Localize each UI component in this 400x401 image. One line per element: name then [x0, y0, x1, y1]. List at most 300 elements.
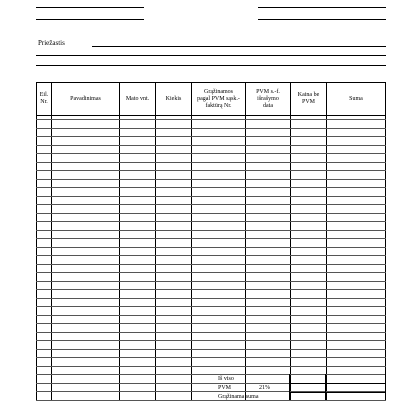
table-cell[interactable]	[327, 171, 386, 180]
table-cell[interactable]	[52, 179, 120, 188]
reason-line-1[interactable]	[92, 46, 386, 47]
table-cell[interactable]	[120, 222, 156, 231]
table-cell[interactable]	[192, 162, 246, 171]
table-cell[interactable]	[37, 213, 52, 222]
table-cell[interactable]	[156, 128, 192, 137]
table-cell[interactable]	[120, 349, 156, 358]
table-cell[interactable]	[192, 332, 246, 341]
reason-line-2[interactable]	[36, 55, 386, 56]
table-cell[interactable]	[37, 290, 52, 299]
table-cell[interactable]	[246, 247, 291, 256]
table-cell[interactable]	[52, 315, 120, 324]
table-cell[interactable]	[291, 188, 327, 197]
table-cell[interactable]	[37, 196, 52, 205]
table-cell[interactable]	[156, 273, 192, 282]
table-cell[interactable]	[37, 315, 52, 324]
reason-label: Priežastis	[38, 39, 65, 47]
table-cell[interactable]	[192, 264, 246, 273]
table-cell[interactable]	[120, 358, 156, 367]
table-cell[interactable]	[37, 188, 52, 197]
table-cell[interactable]	[327, 315, 386, 324]
table-cell[interactable]	[52, 366, 120, 375]
table-cell[interactable]	[246, 290, 291, 299]
table-row	[37, 196, 386, 205]
table-row	[37, 264, 386, 273]
table-row	[37, 128, 386, 137]
table-cell[interactable]	[246, 315, 291, 324]
table-cell[interactable]	[52, 128, 120, 137]
table-cell[interactable]	[192, 154, 246, 163]
table-cell[interactable]	[156, 358, 192, 367]
table-cell[interactable]	[192, 230, 246, 239]
table-cell[interactable]	[246, 256, 291, 265]
table-cell[interactable]	[291, 341, 327, 350]
table-cell[interactable]	[291, 281, 327, 290]
reason-line-3[interactable]	[36, 65, 386, 66]
table-cell[interactable]	[37, 298, 52, 307]
table-cell[interactable]	[120, 375, 156, 384]
table-cell[interactable]	[52, 230, 120, 239]
table-cell[interactable]	[156, 154, 192, 163]
table-cell[interactable]	[156, 137, 192, 146]
table-cell[interactable]	[37, 273, 52, 282]
table-cell[interactable]	[192, 239, 246, 248]
table-cell[interactable]	[120, 239, 156, 248]
table-cell[interactable]	[192, 145, 246, 154]
table-cell[interactable]	[37, 366, 52, 375]
table-cell[interactable]	[156, 290, 192, 299]
table-cell[interactable]	[156, 324, 192, 333]
table-cell[interactable]	[52, 298, 120, 307]
table-cell[interactable]	[52, 264, 120, 273]
table-cell[interactable]	[291, 273, 327, 282]
table-cell[interactable]	[291, 213, 327, 222]
table-row	[37, 205, 386, 214]
table-cell[interactable]	[120, 273, 156, 282]
table-cell[interactable]	[120, 247, 156, 256]
table-cell[interactable]	[192, 281, 246, 290]
table-cell[interactable]	[246, 273, 291, 282]
table-cell[interactable]	[192, 205, 246, 214]
table-cell[interactable]	[52, 247, 120, 256]
table-cell[interactable]	[246, 162, 291, 171]
table-cell[interactable]	[192, 213, 246, 222]
table-cell[interactable]	[246, 205, 291, 214]
table-cell[interactable]	[37, 383, 52, 392]
table-cell[interactable]	[156, 349, 192, 358]
table-cell[interactable]	[156, 332, 192, 341]
table-cell[interactable]	[52, 307, 120, 316]
table-cell[interactable]	[327, 239, 386, 248]
table-cell[interactable]	[52, 120, 120, 129]
table-row	[37, 222, 386, 231]
table-cell[interactable]	[246, 341, 291, 350]
table-cell[interactable]	[52, 196, 120, 205]
table-cell[interactable]	[120, 145, 156, 154]
table-cell[interactable]	[120, 154, 156, 163]
header-unit: Mato vnt.	[120, 83, 156, 116]
table-cell[interactable]	[156, 188, 192, 197]
table-cell[interactable]	[246, 154, 291, 163]
table-cell[interactable]	[120, 196, 156, 205]
table-cell[interactable]	[52, 154, 120, 163]
table-cell[interactable]	[291, 264, 327, 273]
table-row	[37, 137, 386, 146]
table-cell[interactable]	[291, 154, 327, 163]
header-line-left-1	[36, 7, 144, 8]
table-row	[37, 171, 386, 180]
table-row	[37, 332, 386, 341]
table-cell[interactable]	[156, 264, 192, 273]
table-row	[37, 290, 386, 299]
table-cell[interactable]	[291, 358, 327, 367]
table-cell[interactable]	[246, 137, 291, 146]
table-cell[interactable]	[291, 332, 327, 341]
table-cell[interactable]	[120, 315, 156, 324]
table-cell[interactable]	[52, 273, 120, 282]
table-cell[interactable]	[156, 179, 192, 188]
table-cell[interactable]	[37, 154, 52, 163]
table-row	[37, 315, 386, 324]
table-cell[interactable]	[52, 239, 120, 248]
table-cell[interactable]	[246, 239, 291, 248]
header-name: Pavadinimas	[52, 83, 120, 116]
header-quantity: Kiekis	[156, 83, 192, 116]
table-cell[interactable]	[120, 230, 156, 239]
table-cell[interactable]	[291, 256, 327, 265]
header-line-left-2	[36, 19, 144, 20]
table-cell[interactable]	[192, 358, 246, 367]
table-cell[interactable]	[291, 137, 327, 146]
table-cell[interactable]	[327, 247, 386, 256]
table-cell[interactable]	[291, 349, 327, 358]
table-cell[interactable]	[192, 128, 246, 137]
table-cell[interactable]	[156, 213, 192, 222]
table-cell[interactable]	[52, 205, 120, 214]
table-cell[interactable]	[291, 205, 327, 214]
table-cell[interactable]	[37, 205, 52, 214]
table-cell[interactable]	[37, 179, 52, 188]
table-cell[interactable]	[246, 298, 291, 307]
table-cell[interactable]	[37, 392, 52, 401]
table-cell[interactable]	[156, 222, 192, 231]
table-cell[interactable]	[52, 137, 120, 146]
totals-divider-2	[325, 374, 326, 400]
table-cell[interactable]	[120, 137, 156, 146]
table-cell[interactable]	[120, 290, 156, 299]
table-cell[interactable]	[327, 341, 386, 350]
table-cell[interactable]	[327, 154, 386, 163]
table-cell[interactable]	[156, 341, 192, 350]
table-cell[interactable]	[120, 162, 156, 171]
table-cell[interactable]	[246, 128, 291, 137]
table-cell[interactable]	[37, 307, 52, 316]
table-cell[interactable]	[52, 324, 120, 333]
table-cell[interactable]	[327, 349, 386, 358]
table-cell[interactable]	[120, 188, 156, 197]
table-cell[interactable]	[120, 120, 156, 129]
table-cell[interactable]	[291, 222, 327, 231]
table-cell[interactable]	[291, 290, 327, 299]
table-cell[interactable]	[327, 205, 386, 214]
table-cell[interactable]	[37, 120, 52, 129]
table-cell[interactable]	[52, 383, 120, 392]
table-cell[interactable]	[327, 298, 386, 307]
table-cell[interactable]	[156, 366, 192, 375]
table-cell[interactable]	[52, 281, 120, 290]
table-cell[interactable]	[291, 307, 327, 316]
header-line-right-2	[258, 19, 386, 20]
totals-divider-3	[385, 374, 386, 400]
table-cell[interactable]	[327, 281, 386, 290]
table-cell[interactable]	[192, 349, 246, 358]
table-cell[interactable]	[37, 128, 52, 137]
totals-row-line-1	[289, 383, 386, 384]
table-cell[interactable]	[156, 205, 192, 214]
table-cell[interactable]	[37, 341, 52, 350]
table-cell[interactable]	[327, 324, 386, 333]
table-cell[interactable]	[37, 230, 52, 239]
table-cell[interactable]	[37, 358, 52, 367]
table-cell[interactable]	[156, 120, 192, 129]
table-cell[interactable]	[37, 349, 52, 358]
table-row	[37, 120, 386, 129]
table-cell[interactable]	[246, 196, 291, 205]
totals-row-line-2	[289, 392, 386, 393]
table-row	[37, 341, 386, 350]
table-cell[interactable]	[246, 188, 291, 197]
table-cell[interactable]	[291, 239, 327, 248]
table-cell[interactable]	[156, 162, 192, 171]
table-cell[interactable]	[120, 366, 156, 375]
table-row	[37, 247, 386, 256]
table-cell[interactable]	[156, 145, 192, 154]
items-table	[36, 82, 386, 401]
table-row	[37, 154, 386, 163]
table-row	[37, 239, 386, 248]
table-cell[interactable]	[156, 239, 192, 248]
table-cell[interactable]	[37, 162, 52, 171]
table-cell[interactable]	[52, 188, 120, 197]
totals-block	[216, 374, 386, 400]
table-cell[interactable]	[156, 256, 192, 265]
table-cell[interactable]	[327, 230, 386, 239]
table-cell[interactable]	[192, 273, 246, 282]
table-cell[interactable]	[156, 281, 192, 290]
table-header-row	[37, 83, 386, 116]
table-cell[interactable]	[120, 256, 156, 265]
table-cell[interactable]	[52, 332, 120, 341]
table-row	[37, 349, 386, 358]
table-cell[interactable]	[246, 358, 291, 367]
table-cell[interactable]	[246, 145, 291, 154]
table-cell[interactable]	[291, 145, 327, 154]
table-cell[interactable]	[156, 315, 192, 324]
table-row	[37, 281, 386, 290]
table-cell[interactable]	[120, 383, 156, 392]
table-cell[interactable]	[120, 171, 156, 180]
table-cell[interactable]	[246, 332, 291, 341]
table-cell[interactable]	[192, 247, 246, 256]
table-cell[interactable]	[120, 205, 156, 214]
table-cell[interactable]	[327, 273, 386, 282]
table-cell[interactable]	[246, 349, 291, 358]
table-cell[interactable]	[291, 196, 327, 205]
table-row	[37, 307, 386, 316]
header-price-excl-vat: Kaina be PVM	[291, 83, 327, 116]
table-cell[interactable]	[37, 332, 52, 341]
table-cell[interactable]	[52, 349, 120, 358]
table-cell[interactable]	[192, 222, 246, 231]
header-invoice-number: Grąžinamos pagal PVM sąsk.- faktūrą Nr.	[192, 83, 246, 116]
table-cell[interactable]	[156, 298, 192, 307]
table-cell[interactable]	[327, 213, 386, 222]
table-cell[interactable]	[52, 290, 120, 299]
table-cell[interactable]	[192, 298, 246, 307]
table-cell[interactable]	[327, 196, 386, 205]
table-cell[interactable]	[120, 332, 156, 341]
table-cell[interactable]	[37, 145, 52, 154]
table-cell[interactable]	[327, 162, 386, 171]
table-cell[interactable]	[327, 120, 386, 129]
table-cell[interactable]	[327, 179, 386, 188]
table-cell[interactable]	[291, 120, 327, 129]
table-cell[interactable]	[156, 196, 192, 205]
table-cell[interactable]	[156, 375, 192, 384]
table-cell[interactable]	[246, 264, 291, 273]
table-cell[interactable]	[120, 307, 156, 316]
table-cell[interactable]	[327, 307, 386, 316]
table-row	[37, 273, 386, 282]
table-cell[interactable]	[327, 264, 386, 273]
table-cell[interactable]	[246, 179, 291, 188]
table-cell[interactable]	[192, 307, 246, 316]
table-cell[interactable]	[120, 341, 156, 350]
table-cell[interactable]	[52, 375, 120, 384]
vat-label: PVM	[218, 385, 232, 391]
table-cell[interactable]	[52, 145, 120, 154]
table-row	[37, 145, 386, 154]
table-cell[interactable]	[192, 196, 246, 205]
table-cell[interactable]	[156, 230, 192, 239]
table-cell[interactable]	[192, 171, 246, 180]
table-cell[interactable]	[156, 247, 192, 256]
table-cell[interactable]	[37, 239, 52, 248]
table-cell[interactable]	[52, 162, 120, 171]
table-row	[37, 324, 386, 333]
table-row	[37, 213, 386, 222]
table-cell[interactable]	[291, 324, 327, 333]
table-cell[interactable]	[120, 281, 156, 290]
table-cell[interactable]	[156, 383, 192, 392]
table-cell[interactable]	[156, 392, 192, 401]
table-cell[interactable]	[192, 256, 246, 265]
table-cell[interactable]	[291, 128, 327, 137]
table-cell[interactable]	[327, 128, 386, 137]
table-cell[interactable]	[327, 358, 386, 367]
table-cell[interactable]	[156, 307, 192, 316]
table-cell[interactable]	[291, 179, 327, 188]
header-row-number: Eil. Nr.	[37, 83, 52, 116]
table-cell[interactable]	[192, 341, 246, 350]
table-cell[interactable]	[327, 290, 386, 299]
table-cell[interactable]	[327, 137, 386, 146]
table-cell[interactable]	[37, 264, 52, 273]
table-cell[interactable]	[120, 179, 156, 188]
table-cell[interactable]	[37, 324, 52, 333]
table-cell[interactable]	[192, 324, 246, 333]
table-cell[interactable]	[120, 298, 156, 307]
table-cell[interactable]	[246, 222, 291, 231]
table-cell[interactable]	[327, 332, 386, 341]
table-cell[interactable]	[246, 307, 291, 316]
table-cell[interactable]	[192, 137, 246, 146]
table-row	[37, 230, 386, 239]
table-row	[37, 162, 386, 171]
table-row	[37, 179, 386, 188]
table-cell[interactable]	[291, 315, 327, 324]
table-cell[interactable]	[246, 230, 291, 239]
table-cell[interactable]	[52, 358, 120, 367]
table-cell[interactable]	[246, 120, 291, 129]
totals-divider-1	[289, 374, 290, 400]
table-cell[interactable]	[37, 375, 52, 384]
table-cell[interactable]	[120, 264, 156, 273]
table-cell[interactable]	[291, 247, 327, 256]
table-cell[interactable]	[156, 171, 192, 180]
table-cell[interactable]	[52, 256, 120, 265]
table-cell[interactable]	[327, 256, 386, 265]
table-row	[37, 256, 386, 265]
table-cell[interactable]	[120, 392, 156, 401]
table-cell[interactable]	[37, 247, 52, 256]
table-cell[interactable]	[327, 222, 386, 231]
table-cell[interactable]	[246, 171, 291, 180]
table-cell[interactable]	[192, 179, 246, 188]
table-cell[interactable]	[120, 128, 156, 137]
table-cell[interactable]	[37, 256, 52, 265]
table-cell[interactable]	[246, 213, 291, 222]
table-cell[interactable]	[246, 324, 291, 333]
table-cell[interactable]	[52, 213, 120, 222]
table-cell[interactable]	[37, 222, 52, 231]
table-cell[interactable]	[291, 171, 327, 180]
table-cell[interactable]	[37, 281, 52, 290]
table-cell[interactable]	[192, 315, 246, 324]
table-cell[interactable]	[37, 171, 52, 180]
table-cell[interactable]	[327, 145, 386, 154]
table-cell[interactable]	[291, 162, 327, 171]
table-cell[interactable]	[52, 222, 120, 231]
table-cell[interactable]	[37, 137, 52, 146]
header-invoice-date: PVM s.-f. išrašymo data	[246, 83, 291, 116]
table-cell[interactable]	[120, 213, 156, 222]
table-cell[interactable]	[192, 290, 246, 299]
table-cell[interactable]	[52, 341, 120, 350]
table-cell[interactable]	[291, 230, 327, 239]
table-cell[interactable]	[192, 188, 246, 197]
total-label: Iš viso	[218, 376, 234, 382]
table-cell[interactable]	[192, 120, 246, 129]
table-row	[37, 188, 386, 197]
table-cell[interactable]	[291, 298, 327, 307]
table-cell[interactable]	[52, 171, 120, 180]
table-cell[interactable]	[327, 188, 386, 197]
header-sum: Suma	[327, 83, 386, 116]
table-cell[interactable]	[246, 281, 291, 290]
table-cell[interactable]	[52, 392, 120, 401]
table-cell[interactable]	[120, 324, 156, 333]
